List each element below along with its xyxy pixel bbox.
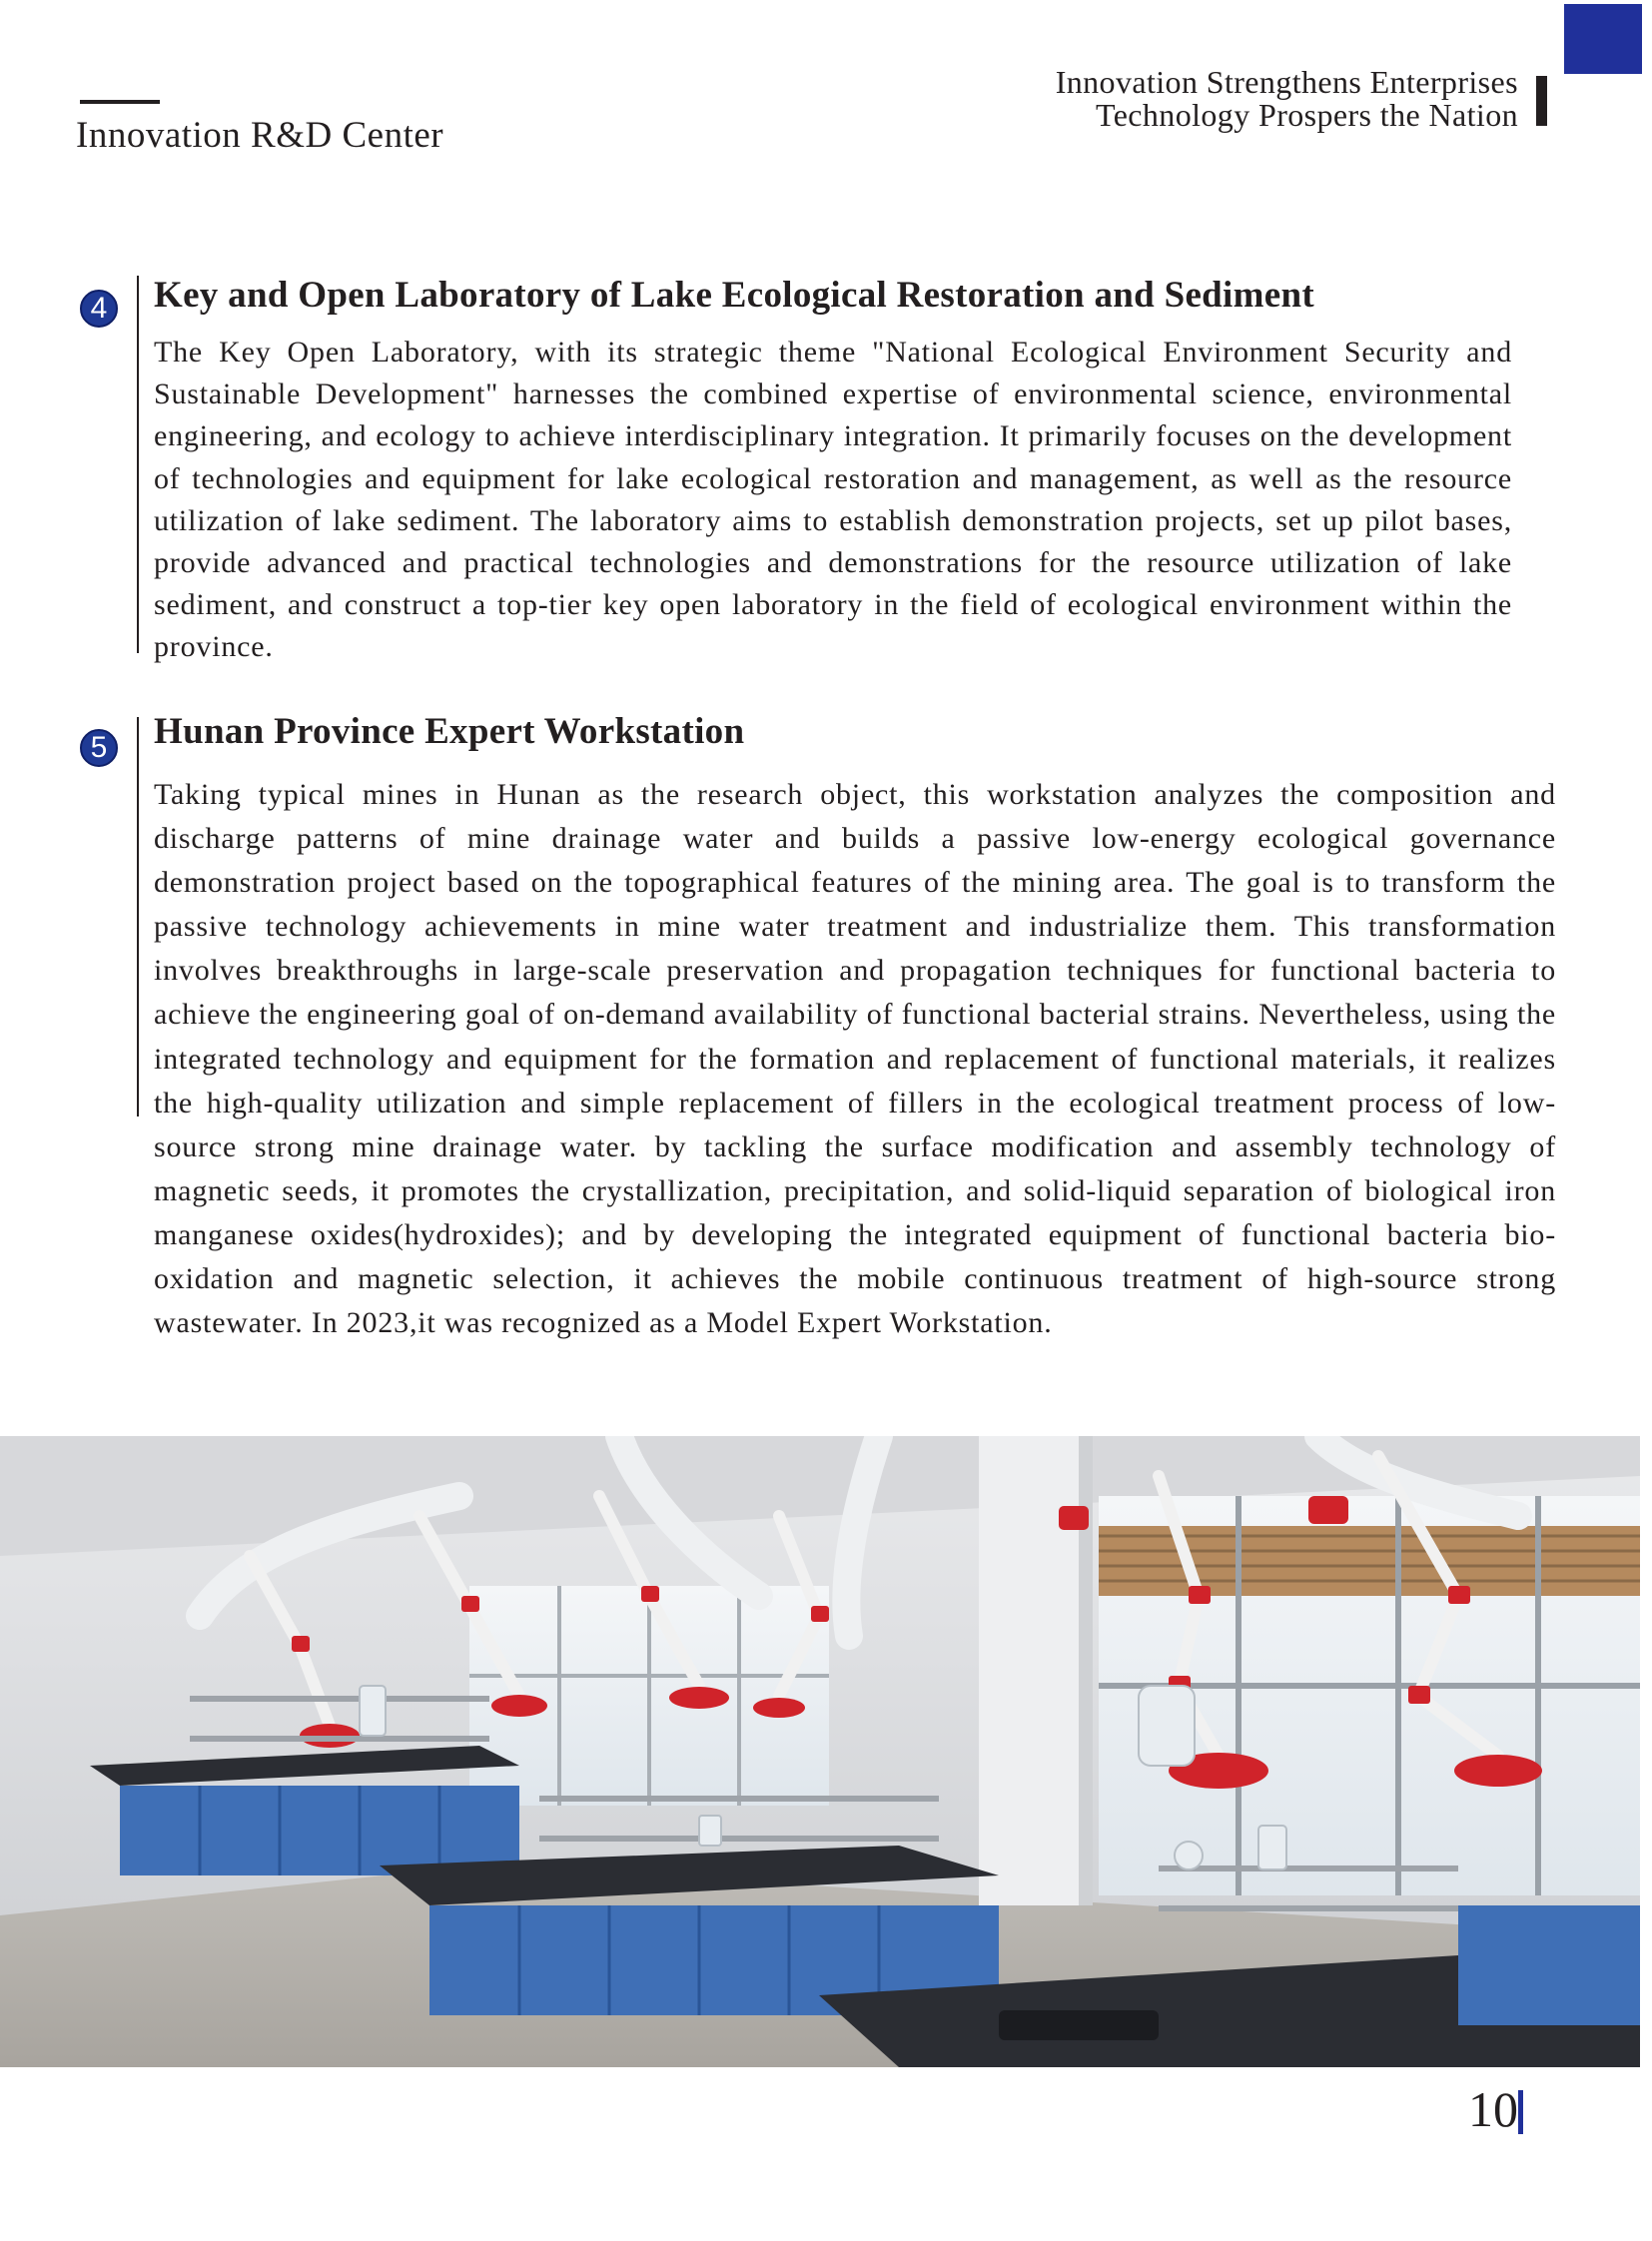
section-number-badge: 5 — [80, 729, 118, 767]
page-number: 10 — [1468, 2081, 1518, 2137]
section-title: Key and Open Laboratory of Lake Ecological Restoration and Sediment — [154, 275, 1314, 316]
page-number-bar — [1518, 2090, 1523, 2134]
header-rule — [80, 100, 160, 104]
section-body — [154, 332, 1512, 669]
section-body — [154, 773, 1556, 1345]
header-section-title: Innovation R&D Center — [76, 115, 444, 156]
section-title: Hunan Province Expert Workstation — [154, 711, 745, 752]
section-divider-line — [137, 276, 139, 653]
slogan-line-2: Technology Prospers the Nation — [1095, 97, 1518, 133]
section-paragraph: Taking typical mines in Hunan as the research object, this workstation analyzes the composition and discharge patterns of mine drainage water and builds a passive low-energy ecological governance demonstration project based on the topographical features of the mining area. The goal is to transform the passive technology achievements in mine water treatment and industrialize them. This transformation involves breakthroughs in large-scale preservation and propagation techniques for functional bacteria to achieve the engineering goal of on-demand availability of functional bacterial strains. Nevertheless, using the integrated technology and equipment for the formation and replacement of functional materials, it realizes the high-quality utilization and simple replacement of fillers in the ecological treatment process of low-source strong mine drainage water. by tackling the surface modification and assembly technology of magnetic seeds, it promotes the crystallization, precipitation, and solid-liquid separation of biological iron manganese oxides(hydroxides); and by developing the integrated equipment of functional bacteria bio-oxidation and magnetic selection, it achieves the mobile continuous treatment of high-source strong wastewater. In 2023,it was recognized as a Model Expert Workstation. — [154, 778, 1556, 1340]
section-divider-line — [137, 717, 139, 1117]
section-paragraph: The Key Open Laboratory, with its strategic theme "National Ecological Environment Security and Sustainable Development" harnesses the combined expertise of environmental science, environmental engineering, and ecology to achieve interdisciplinary integration. It primarily focuses on the development of technologies and equipment for lake ecological restoration and management, as well as the resource utilization of lake sediment. The laboratory aims to establish demonstration projects, set up pilot bases, provide advanced and practical technologies and demonstrations for the resource utilization of lake sediment, and construct a top-tier key open laboratory in the field of ecological environment within the province. — [154, 336, 1512, 664]
header-slogan — [1056, 66, 1518, 132]
slogan-line-1: Innovation Strengthens Enterprises — [1055, 64, 1518, 100]
header-slogan-bar — [1536, 76, 1547, 126]
corner-accent-block — [1564, 4, 1642, 74]
section-number-badge: 4 — [80, 290, 118, 328]
laboratory-photo — [0, 1436, 1640, 2067]
